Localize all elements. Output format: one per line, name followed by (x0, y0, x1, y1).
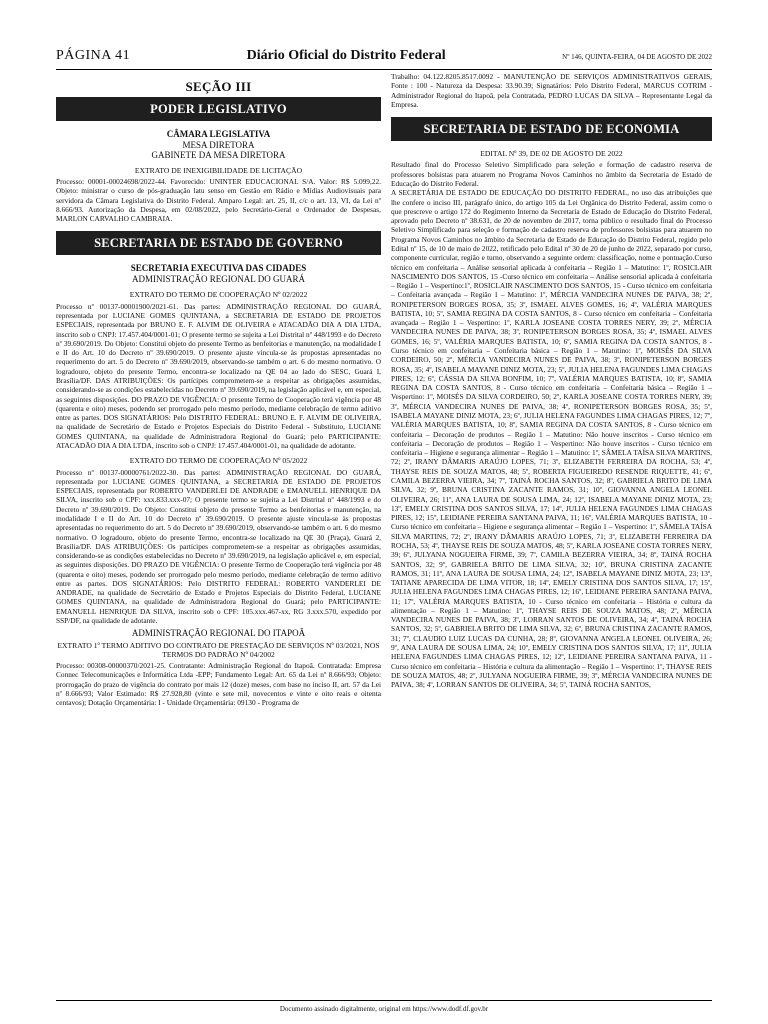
banner-poder-legislativo: PODER LEGISLATIVO (56, 97, 381, 121)
extrato4-body: Processo: 00308-00000370/2021-25. Contratante: Administração Regional do Itapoã. Contratada: Empresa Connec Telecomunicações e Informática Ltda -EPP; Fundamento Legal: Art. 65 da Lei nº 8.666/93; Objeto: prorrogação do prazo de vigência do contrato por mais 12 (doze) meses, com base no inciso II, art. 57 da Lei nº 8.666/93; Valor Estimado: R$ 27.928,80 (vinte e sete mil, novecentos e vinte e oito reais e oitenta centavos); Dotação Orçamentária: I - Unidade Orçamentária: 09130 - Programa de (56, 661, 381, 708)
footer-note: Documento assinado digitalmente, original em https://www.dodf.df.gov.br (279, 1005, 489, 1013)
page-number: PÁGINA 41 (56, 48, 131, 63)
extrato3-title: EXTRATO DO TERMO DE COOPERAÇÃO Nº 05/2022 (129, 456, 308, 466)
edital-intro: Resultado final do Processo Seletivo Simplificado para seleção e formação de cadastro reserva de professores bolsistas para atuarem no Programa Novos Caminhos no âmbito da Secretaria de Estado de Educação do Distrito Federal. (391, 160, 712, 188)
footer-rule (56, 1000, 712, 1001)
extrato1-title: EXTRATO DE INEXIGIBILIDADE DE LICITAÇÃO (134, 165, 303, 175)
extrato1-body: Processo: 00001-00024698/2022-44. Favorecido: UNINTER EDUCACIONAL S/A. Valor: R$ 5.099,22. Objeto: ministrar o curso de pós-graduação latu senso em Gestão em Rádio e Mídias Audiovisuais para servidora da Câmara Legislativa do Distrito Federal. Amparo Legal: art. 25, II, c/c o art. 13, VI, da Lei nº 8.666/93. Autorização da Despesa, em 02/08/2022, pelo Secretário-Geral e Ordenador de Despesas, MARLON CARVALHO CAMBRAIA. (56, 177, 381, 224)
org-camara-sub1: MESA DIRETORA (182, 139, 255, 150)
edital-title: EDITAL Nº 39, DE 02 DE AGOSTO DE 2022 (480, 149, 623, 159)
edital-body: A SECRETÁRIA DE ESTADO DE EDUCAÇÃO DO DISTRITO FEDERAL, no uso das atribuições que lhe confere o inciso III, parágrafo único, do artigo 105 da Lei Orgânica do Distrito Federal, assim como o que prescreve o artigo 172 do Regimento Interno da Secretaria de Estado de Educação do Distrito Federal, aprovado pelo Decreto nº 38.631, de 20 de novembro de 2017, torna público o resultado final do Processo Seletivo Simplificado para seleção e formação de cadastro reserva de professores bolsistas para atuarem no Programa Novos Caminhos no âmbito da Secretaria de Estado de Educação do Distrito Federal, regido pelo Edital nº 15, de 10 de maio de 2022, retificado pelo Edital nº 30 de 20 de junho de 2022, separado por curso, componente curricular, região e turno, observando a seguinte ordem: classificação, nome e pontuação.Curso técnico em confeitaria – Análise sensorial aplicada à confeitaria – Região 1 – Matutino: 1º, ROSICLAIR NASCIMENTO DOS SANTOS, 15 -Curso técnico em confeitaria – Análise sensorial aplicada à confeitaria – Região 1 – Vespertino:1º, ROSICLAIR NASCIMENTO DOS SANTOS, 15 - Curso técnico em confeitaria – Confeitaria avançada – Região 1 – Matutino: 1º, MÉRCIA VANDECIRA NUNES DE PAIVA, 38; 2º, RONIPETERSON BORGES ROSA, 35; 3º, ISMAEL ALVES GOMES, 16; 4º, VALÉRIA MARQUES BATISTA, 10; 5º, SAMIA REGINA DA COSTA SANTOS, 8 - Curso técnico em confeitaria – Confeitaria avançada – Região 1 – Vespertino: 1º, KARLA JOSEANE COSTA TORRES NERY, 39; 2º, MÉRCIA VANDECIRA NUNES DE PAIVA, 38; 3º, RONIPETERSON BORGES ROSA, 35; 4º, ISMAEL ALVES GOMES, 16; 5º, VALÉRIA MARQUES BATISTA, 10; 6º, SAMIA REGINA DA COSTA SANTOS, 8 - Curso técnico em confeitaria – Confeitaria básica – Região 1 – Matutino: 1º, MOISÉS DA SILVA CORDEIRO, 50; 2º, MÉRCIA VANDECIRA NUNES DE PAIVA, 38; 3º, RONIPETERSON BORGES ROSA, 35; 4º, ISABELA MAYANE DINIZ MOTA, 23; 5º, JULIA HELENA FAGUNDES LIMA CHAGAS PIRES, 12; 6º, CÁSSIA DA SILVA BONFIM, 10; 7º, VALÉRIA MARQUES BATISTA, 10; 8º, SAMIA REGINA DA COSTA SANTOS, 8 - Curso técnico em confeitaria – Confeitaria básica – Região 1 – Vespertino: 1º, MOISÉS DA SILVA CORDEIRO, 50; 2º, KARLA JOSEANE COSTA TORRES NERY, 39; 3º, MÉRCIA VANDECIRA NUNES DE PAIVA, 38; 4º, RONIPETERSON BORGES ROSA, 35; 5º, ISABELA MAYANE DINIZ MOTA, 23; 6º, JULIA HELENA FAGUNDES LIMA CHAGAS PIRES, 12; 7º, VALÉRIA MARQUES BATISTA, 10; 8º, SAMIA REGINA DA COSTA SANTOS, 8 - Curso técnico em confeitaria – Decoração de produtos – Região 1 – Matutino: Não houve inscritos - Curso técnico em confeitaria – Decoração de produtos – Região 1 – Vespertino: Não houve inscritos - Curso técnico em confeitaria – Higiene e segurança alimentar – Região 1 – Matutino: 1º, SÂMELA TAÍSA SILVA MARTINS, 72; 2º, IRANY DÂMARIS ARAÚJO LOPES, 71; 3º, ELIZABETH FERREIRA DA ROCHA, 53; 4º, THAYSE REIS DE SOUZA MATOS, 48; 5º, ROBERTA FIGUEIREDO RESENDE RIQUETTE, 41; 6º, CAMILA BEZERRA VIEIRA, 34; 7º, TAINÁ ROCHA SANTOS, 32; 8º, GABRIELA BRITO DE LIMA SILVA, 32; 9º, BRUNA CRISTINA ZACANTE RAMOS, 31; 10º, GIOVANNA ANGELA LEONEL OLIVEIRA, 26; 11º, ANA LAURA DE SOUSA LIMA, 24; 12º, ISABELA MAYANE DINIZ MOTA, 23; 13º, EMELY CRISTINA DOS SANTOS SILVA, 17; 14º, JULIA HELENA FAGUNDES LIMA CHAGAS PIRES, 12; 15º, LEIDIANE PEREIRA SANTANA PAIVA, 11; 16º, VALÉRIA MARQUES BATISTA, 10 - Curso técnico em confeitaria – Higiene e segurança alimentar – Região 1 – Vespertino: 1º, SÂMELA TAÍSA SILVA MARTINS, 72; 2º, IRANY DÂMARIS ARAÚJO LOPES, 71; 3º, ELIZABETH FERREIRA DA ROCHA, 53; 4º, THAYSE REIS DE SOUZA MATOS, 48; 5º, KARLA JOSEANE COSTA TORRES NERY, 39; 6º, JULYANA NOGUEIRA FIRME, 39; 7º, CAMILA BEZERRA VIEIRA, 34; 8º, TAINÁ ROCHA SANTOS, 32; 9º, GABRIELA BRITO DE LIMA SILVA, 32; 10º, BRUNA CRISTINA ZACANTE RAMOS, 31; 11º, ANA LAURA DE SOUSA LIMA, 24; 12º, ISABELA MAYANE DINIZ MOTA, 23; 13º, TATIANE APARECIDA DE LIMA VITOR, 18; 14º, EMELY CRISTINA DOS SANTOS SILVA, 17; 15º, JULIA HELENA FAGUNDES LIMA CHAGAS PIRES, 12; 16º, LEIDIANE PEREIRA SANTANA PAIVA, 11; 17º, VALÉRIA MARQUES BATISTA, 10 - Curso técnico em confeitaria – História e cultura da alimentação – Região 1 – Matutino: 1º, THAYSE REIS DE SOUZA MATOS, 48; 2º, MÉRCIA VANDECIRA NUNES DE PAIVA, 38; 3º, LORRAN SANTOS DE OLIVEIRA, 34; 4º, TAINÁ ROCHA SANTOS, 32; 5º, GABRIELA BRITO DE LIMA SILVA, 32; 6º, BRUNA CRISTINA ZACANTE RAMOS, 31; 7º, CLAUDIO LUIZ LUCAS DA CUNHA, 28; 8º, GIOVANNA ANGELA LEONEL OLIVEIRA, 26; 9º, ANA LAURA DE SOUSA LIMA, 24; 10º, EMELY CRISTINA DOS SANTOS SILVA, 17; 11º, JULIA HELENA FAGUNDES LIMA CHAGAS PIRES, 12; 12º, LEIDIANE PEREIRA SANTANA PAIVA, 11 - Curso técnico em confeitaria – História e cultura da alimentação – Região 1 – Vespertino: 1º, THAYSE REIS DE SOUZA MATOS, 48; 2º, JULYANA NOGUEIRA FIRME, 39; 3º, MÉRCIA VANDECIRA NUNES DE PAIVA, 38; 4º, LORRAN SANTOS DE OLIVEIRA, 34; 5º, TAINÁ ROCHA SANTOS, (391, 188, 712, 690)
issue-info: Nº 146, QUINTA-FEIRA, 04 DE AGOSTO DE 2022 (562, 53, 712, 61)
org-camara-title: CÂMARA LEGISLATIVA (166, 129, 271, 140)
journal-title: Diário Oficial do Distrito Federal (246, 48, 446, 63)
right-column (391, 72, 712, 689)
org-camara (56, 129, 381, 161)
org-cidades (56, 263, 381, 284)
extrato2-body: Processo nº 00137-00001900/2021-61. Das partes: ADMINISTRAÇÃO REGIONAL DO GUARÁ, representada por LUCIANE GOMES QUINTANA, a SECRETARIA DE ESTADO DE PROJETOS ESPECIAIS, representada por BRUNO E. F. ALVIM DE OLIVEIRA e ATACADÃO DIA A DIA LTDA, inscrito sob o CNPJ: 17.457.404/0001-01; O presente termo se sujeita a Lei Distrital nº 448/1993 e do Decreto nº 39.690/2019. Do Objeto: Constitui objeto do presente Termo as benfeitorias e manutenção, na modalidade I e II do Art. 10 do Decreto nº 39.690/2019. O presente ajuste vincula-se às propostas apresentadas no requerimento do art. 5 do Decreto nº 39.690/2019, observando-se também o art. 6 do mesmo normativo. O logradouro, objeto do presente Termo, encontra-se localizado na QE 04 ao lado do SESC, Guará I, Brasília/DF. DAS ATRIBUIÇÕES: Os partícipes comprometem-se a respeitar as obrigações assumidas, considerando-se as condições estabelecidas no Decreto nº 39.690/2019, na legislação aplicável e, em especial, as seguintes disposições. DO PRAZO DE VIGÊNCIA: O presente Termo de Cooperação terá vigência por 48 (quarenta e oito) meses, podendo ser prorrogado pelo mesmo período, mediante celebração de termo aditivo entre as partes. DOS SIGNATÁRIOS: Pelo DISTRITO FEDERAL: BRUNO E. F. ALVIM DE OLIVEIRA, na qualidade de Secretário de Estado e Projetos Especiais do Distrito Federal - Substituto, LUCIANE GOMES QUINTANA, na qualidade de Administradora Regional do Guará; pelo PARTICIPANTE: ATACADÃO DIA A DIA LTDA, inscrito sob o CNPJ: 17.457.404/0001-01, na qualidade de adotante. (56, 301, 381, 450)
header-rule (56, 69, 712, 70)
banner-governo: SECRETARIA DE ESTADO DE GOVERNO (56, 231, 381, 255)
org-cidades-sub: ADMINISTRAÇÃO REGIONAL DO GUARÁ (132, 273, 305, 284)
extrato3-body: Processo nº 00137-00000761/2022-30. Das partes: ADMINISTRAÇÃO REGIONAL DO GUARÁ, representada por LUCIANE GOMES QUINTANA, a SECRETARIA DE ESTADO DE PROJETOS ESPECIAIS, representada por ROBERTO VANDERLEI DE ANDRADE e EMANUELL HENRIQUE DA SILVA, inscrito sob o CPF: xxx.833.xxx-07; O presente termo se sujeita a Lei Distrital nº 448/1993 e do Decreto nº 39.690/2019. Do Objeto: Constitui objeto do presente Termo as benfeitorias e manutenção, na modalidade I e II do Art. 10 do Decreto nº 39.690/2019. O presente ajuste vincula-se às propostas apresentadas no requerimento do art. 5 do Decreto nº 39.690/2019, observando-se também o art. 6 do mesmo normativo. O logradouro, objeto do presente Termo, encontra-se localizado na QE 30 (Praça), Guará 2, Brasília/DF. DAS ATRIBUIÇÕES: Os partícipes comprometem-se a respeitar as obrigações assumidas, considerando-se as condições estabelecidas no Decreto nº 39.690/2019, na legislação aplicável e, em especial, as seguintes disposições. DO PRAZO DE VIGÊNCIA: O presente Termo de Cooperação terá vigência por 48 (quarenta e oito) meses, podendo ser prorrogado pelo mesmo período, mediante celebração de termo aditivo entre as partes. DOS SIGNATÁRIOS: Pelo DISTRITO FEDERAL: ROBERTO VANDERLEI DE ANDRADE, na qualidade de Secretário de Estado e Projetos Especiais do Distrito Federal, LUCIANE GOMES QUINTANA, na qualidade de Administradora Regional do Guará; pelo PARTICIPANTE: EMANUELL HENRIQUE DA SILVA, inscrito sob o CPF: 105.xxx.467-xx, RG 3.xxx.570, expedido por SSP/DF, na qualidade de adotante. (56, 467, 381, 626)
extrato4-title: EXTRATO 1º TERMO ADITIVO DO CONTRATO DE PRESTAÇÃO DE SERVIÇOS Nº 03/2021, NOS TERMOS DO PADRÃO Nº 04/2002 (57, 640, 380, 659)
extrato2-title: EXTRATO DO TERMO DE COOPERAÇÃO Nº 02/2022 (129, 290, 308, 300)
continuation-body: Trabalho: 04.122.8205.8517.0092 - MANUTENÇÃO DE SERVIÇOS ADMINISTRATIVOS GERAIS, Fonte : 100 - Natureza da Despesa: 33.90.39; Signatários: Pelo Distrito Federal, MARCUS COTRIM - Administrador Regional do Itapoã, pela Contratada, PEDRO LUCAS DA SILVA – Representante Legal da Empresa. (391, 72, 712, 109)
banner-economia: SECRETARIA DE ESTADO DE ECONOMIA (391, 117, 712, 141)
page-header (56, 48, 712, 70)
section-title: SEÇÃO III (185, 79, 252, 94)
left-column (56, 76, 381, 708)
org-itapoa: ADMINISTRAÇÃO REGIONAL DO ITAPOÃ (131, 628, 306, 639)
org-cidades-title: SECRETARIA EXECUTIVA DAS CIDADES (130, 263, 307, 274)
org-camara-sub2: GABINETE DA MESA DIRETORA (151, 150, 286, 161)
